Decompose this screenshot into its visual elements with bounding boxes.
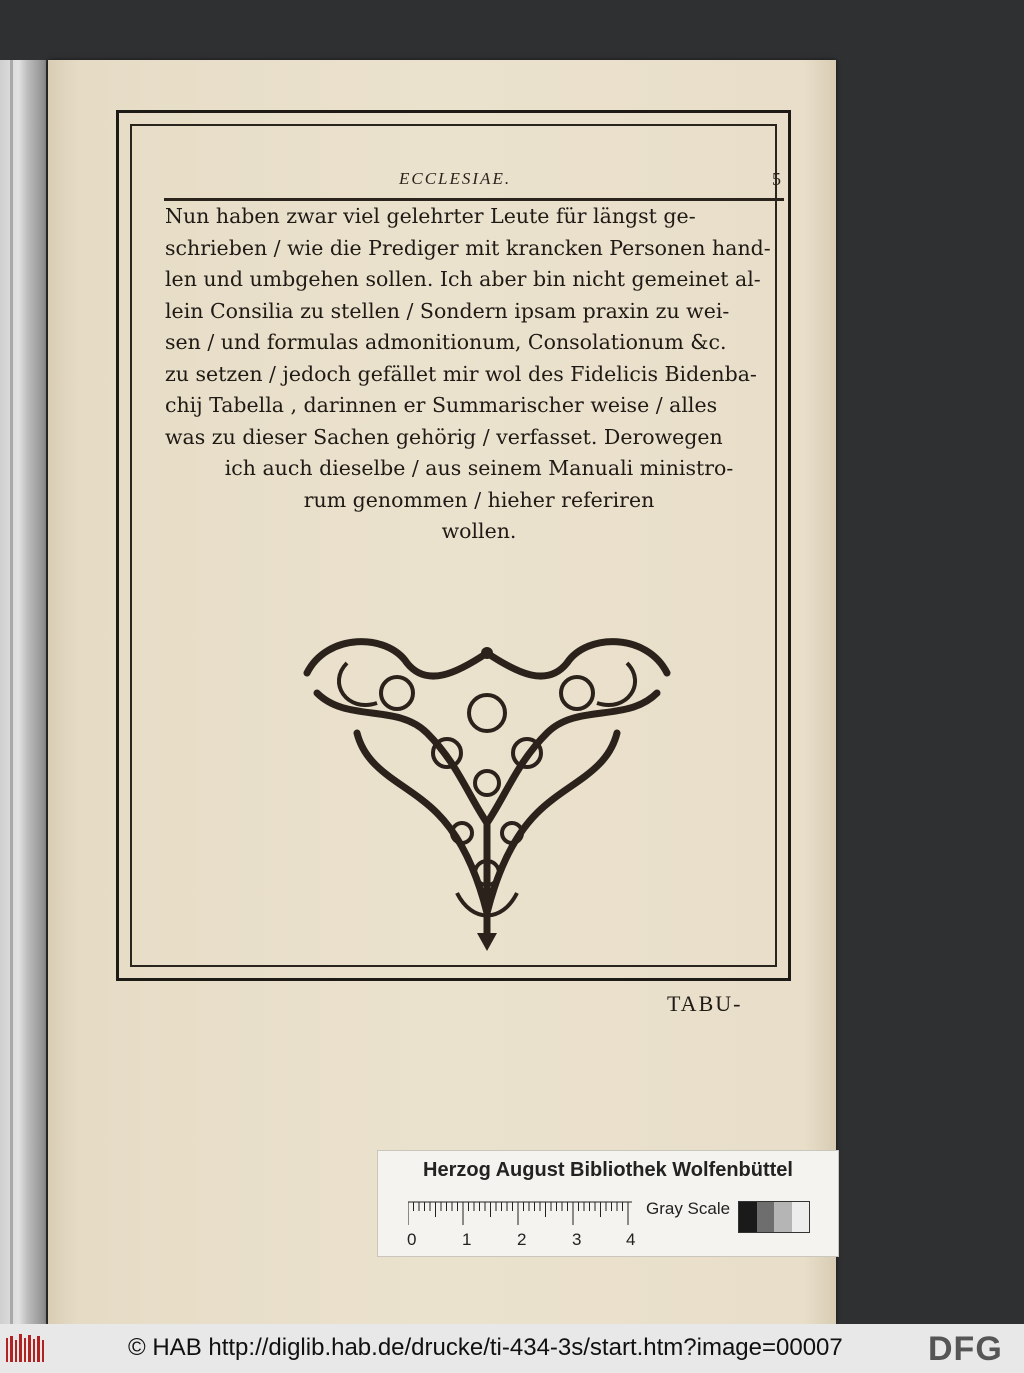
decorative-tailpiece-ornament xyxy=(287,633,687,953)
ruler-label: 1 xyxy=(462,1230,472,1249)
ruler-label: 2 xyxy=(517,1230,527,1249)
body-line: zu setzen / jedoch gefället mir wol des Fidelicis Bidenba- xyxy=(165,361,757,386)
dfg-logo: DFG xyxy=(928,1330,1003,1368)
ruler-label: 3 xyxy=(572,1230,582,1249)
gray-swatch xyxy=(774,1202,792,1232)
page-border xyxy=(116,110,791,1016)
footer-bar xyxy=(0,1324,1024,1373)
body-line: lein Consilia zu stellen / Sondern ipsam praxin zu wei- xyxy=(165,298,730,323)
ruler-label: 0 xyxy=(407,1230,417,1249)
body-line-centered: rum genommen / hieher referiren xyxy=(303,487,655,512)
ruler-scale xyxy=(408,1201,632,1227)
body-line: Nun haben zwar viel gelehrter Leute für längst ge- xyxy=(165,204,696,228)
gray-swatch xyxy=(757,1202,775,1232)
footer-copyright-link[interactable]: © HAB http://diglib.hab.de/drucke/ti-434-3s/start.htm?image=00007 xyxy=(128,1334,843,1361)
gray-swatch xyxy=(792,1202,810,1232)
body-line: len und umbgehen sollen. Ich aber bin nicht gemeinet al- xyxy=(165,267,761,291)
body-line: was zu dieser Sachen gehörig / verfasset. Derowegen xyxy=(165,424,723,449)
target-title: Herzog August Bibliothek Wolfenbüttel xyxy=(423,1159,793,1181)
body-line: schrieben / wie die Prediger mit krancken Personen hand- xyxy=(165,235,771,260)
body-line: sen / und formulas admonitionum, Consolationum &c. xyxy=(165,330,727,354)
catchword: TABU- xyxy=(667,991,743,1016)
body-line: chij Tabella , darinnen er Summarischer weise / alles xyxy=(165,393,718,417)
page-number: 5 xyxy=(772,169,781,189)
gray-swatch xyxy=(739,1202,757,1232)
previous-pages-edge xyxy=(0,60,46,1324)
body-text xyxy=(165,201,793,548)
ruler-label: 4 xyxy=(626,1230,636,1249)
barcode-icon xyxy=(6,1332,46,1366)
gray-scale-swatches xyxy=(738,1201,810,1233)
book-page xyxy=(48,60,836,1324)
running-head: ECCLESIAE. xyxy=(399,169,512,188)
body-line-centered: wollen. xyxy=(441,519,517,543)
gray-scale-label: Gray Scale xyxy=(646,1199,731,1218)
body-line-centered: ich auch dieselbe / aus seinem Manuali ministro- xyxy=(224,456,734,480)
color-scale-target xyxy=(377,1150,839,1257)
